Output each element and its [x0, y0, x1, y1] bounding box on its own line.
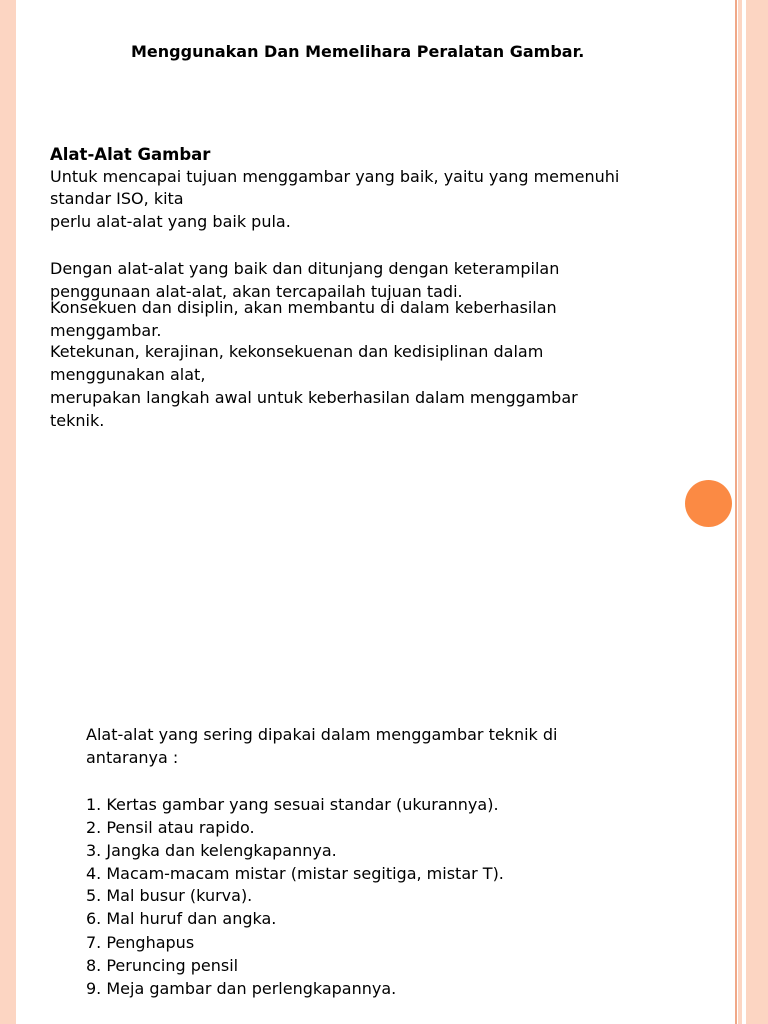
- list-item: 7. Penghapus: [86, 933, 195, 952]
- paragraph-line: Konsekuen dan disiplin, akan membantu di dalam keberhasilan: [50, 298, 557, 317]
- left-decorative-band: [0, 0, 16, 1024]
- list-item: 6. Mal huruf dan angka.: [86, 909, 277, 928]
- list-intro-line: Alat-alat yang sering dipakai dalam menggambar teknik di: [86, 725, 558, 744]
- section-heading: Alat-Alat Gambar: [50, 145, 211, 164]
- list-item: 3. Jangka dan kelengkapannya.: [86, 841, 337, 860]
- list-item: 9. Meja gambar dan perlengkapannya.: [86, 979, 397, 998]
- list-item: 5. Mal busur (kurva).: [86, 886, 253, 905]
- list-item: 2. Pensil atau rapido.: [86, 818, 255, 837]
- paragraph-line: merupakan langkah awal untuk keberhasilan dalam menggambar: [50, 388, 578, 407]
- list-item: 1. Kertas gambar yang sesuai standar (ukurannya).: [86, 795, 499, 814]
- page-title: Menggunakan Dan Memelihara Peralatan Gambar.: [131, 42, 585, 61]
- orange-circle-decoration: [685, 480, 732, 527]
- paragraph-line: Dengan alat-alat yang baik dan ditunjang dengan keterampilan: [50, 259, 560, 278]
- right-band-line: [735, 0, 737, 1024]
- right-band-gap: [742, 0, 746, 1024]
- list-item: 8. Peruncing pensil: [86, 956, 239, 975]
- paragraph-line: standar ISO, kita: [50, 189, 184, 208]
- paragraph-line: Untuk mencapai tujuan menggambar yang baik, yaitu yang memenuhi: [50, 167, 620, 186]
- paragraph-line: menggambar.: [50, 321, 162, 340]
- paragraph-line: teknik.: [50, 411, 105, 430]
- list-intro-line: antaranya :: [86, 748, 179, 767]
- paragraph-line: Ketekunan, kerajinan, kekonsekuenan dan kedisiplinan dalam: [50, 342, 544, 361]
- paragraph-line: menggunakan alat,: [50, 365, 206, 384]
- list-item: 4. Macam-macam mistar (mistar segitiga, mistar T).: [86, 864, 504, 883]
- paragraph-line: perlu alat-alat yang baik pula.: [50, 212, 291, 231]
- paragraph-line: penggunaan alat-alat, akan tercapailah tujuan tadi.: [50, 282, 463, 301]
